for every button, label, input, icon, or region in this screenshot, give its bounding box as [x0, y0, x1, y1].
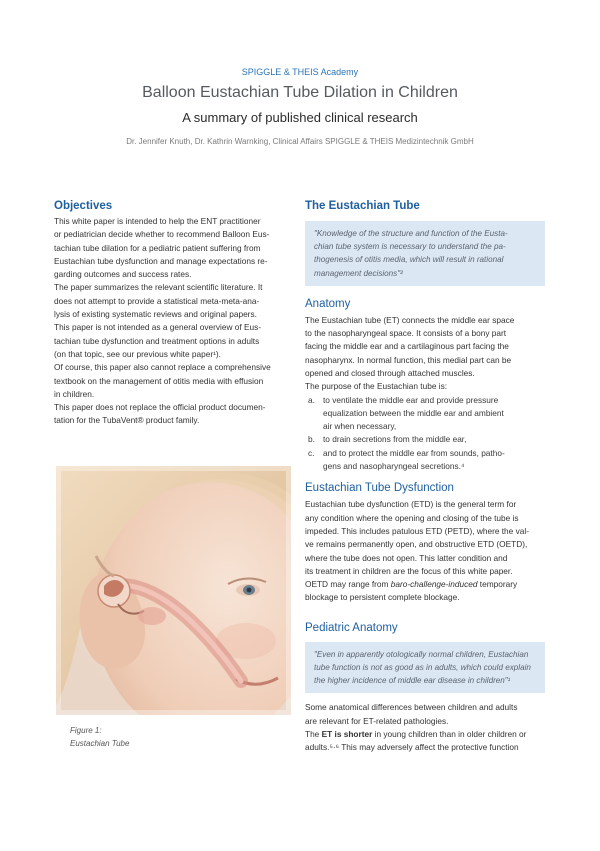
pediatric-anatomy-heading: Pediatric Anatomy: [305, 621, 398, 634]
etd-line: [305, 578, 545, 591]
list-item: [305, 447, 545, 474]
quote-line: "Even in apparently otologically normal children, Eustachian: [314, 649, 529, 659]
anatomy-line: The Eustachian tube (ET) connects the middle ear space: [305, 314, 515, 325]
objectives-line: (on that topic, see our previous white paper¹).: [54, 348, 221, 359]
quote-line: thogenesis of otitis media, which will result in rational: [314, 255, 504, 265]
document-subtitle: A summary of published clinical research: [182, 110, 418, 125]
anatomy-line: The purpose of the Eustachian tube is:: [305, 381, 448, 392]
objectives-line: This paper does not replace the official product documen-: [54, 402, 266, 413]
list-line: air when necessary,: [323, 421, 397, 432]
list-line: and to protect the middle ear from sounds, patho-: [323, 447, 505, 458]
list-item-text: [323, 394, 545, 434]
list-line: gens and nasopharyngeal secretions.⁴: [323, 461, 465, 472]
figure-image: [56, 466, 291, 715]
pediatric-line: adults.⁵·⁶ This may adversely affect the protective function: [305, 742, 519, 753]
objectives-line: garding outcomes and success rates.: [54, 269, 192, 280]
pediatric-text: [305, 701, 545, 754]
etd-line: blockage to persistent complete blockage.: [305, 592, 460, 603]
list-marker: b.: [308, 434, 315, 445]
anatomy-text: [305, 314, 545, 394]
anatomy-line: opened and closed through attached muscles.: [305, 368, 475, 378]
objectives-line: tation for the TubaVent® product family.: [54, 415, 200, 426]
etd-line: its treatment in children are the focus of this white paper.: [305, 565, 513, 576]
eustachian-tube-heading: The Eustachian Tube: [305, 200, 420, 212]
list-item-text: [323, 447, 545, 474]
figure-caption: [70, 724, 129, 750]
objectives-line: in children.: [54, 388, 95, 399]
right-column: [305, 200, 545, 755]
quote-line: tube function is not as good as in adults, which could explain: [314, 662, 531, 672]
quote-line: the higher incidence of middle ear disease in children"¹: [314, 676, 511, 686]
etd-text: [305, 498, 545, 604]
list-marker: a.: [308, 394, 315, 405]
pediatric-text-pre: The: [305, 728, 322, 739]
objectives-line: The paper summarizes the relevant scientific literature. It: [54, 282, 263, 293]
etd-line: Eustachian tube dysfunction (ETD) is the general term for: [305, 499, 517, 510]
anatomy-line: facing the middle ear and a cartilaginous part facing the: [305, 341, 509, 352]
list-item-text: [323, 433, 545, 446]
pediatric-text-post: in young children than in older children or: [372, 728, 527, 739]
list-item: [305, 394, 545, 434]
anatomy-line: to the nasopharyngeal space. It consists of a bony part: [305, 328, 507, 339]
pediatric-line: Some anatomical differences between children and adults: [305, 702, 518, 713]
etd-line: where the tube does not open. This latter condition and: [305, 552, 508, 563]
pediatric-emphasis: ET is shorter: [321, 728, 373, 739]
quote-line: management decisions"²: [314, 268, 403, 278]
academy-label: SPIGGLE & THEIS Academy: [241, 67, 359, 77]
left-column: [54, 200, 294, 428]
objectives-line: Eustachian tube dysfunction and manage expectations re-: [54, 255, 268, 266]
objectives-heading: Objectives: [54, 200, 113, 212]
figure-label: Figure 1:: [70, 726, 102, 735]
etd-text-post: temporary: [477, 579, 518, 590]
document-title: Balloon Eustachian Tube Dilation in Children: [142, 84, 458, 101]
list-marker: c.: [308, 447, 315, 458]
quote-line: "Knowledge of the structure and function of the Eusta-: [314, 229, 508, 238]
objectives-line: does not attempt to provide a statistical meta-meta-ana-: [54, 295, 260, 306]
child-ear-anatomy-illustration: [56, 466, 291, 715]
objectives-text: [54, 215, 294, 428]
pediatric-quote: [305, 642, 545, 694]
purpose-list: [305, 394, 545, 474]
etd-heading: Eustachian Tube Dysfunction: [305, 482, 454, 495]
list-line: equalization between the middle ear and ambient: [323, 407, 504, 418]
pediatric-line: are relevant for ET-related pathologies.: [305, 715, 449, 726]
objectives-line: This paper is not intended as a general overview of Eus-: [54, 322, 262, 333]
authors-line: Dr. Jennifer Knuth, Dr. Kathrin Warnking, Clinical Affairs SPIGGLE & THEIS Medizintechnik GmbH: [126, 137, 474, 146]
etd-line: any condition where the opening and closing of the tube is: [305, 512, 519, 523]
list-item: [305, 433, 545, 446]
anatomy-heading: Anatomy: [305, 297, 351, 310]
list-line: to drain secretions from the middle ear,: [323, 434, 467, 445]
objectives-line: This white paper is intended to help the ENT practitioner: [54, 216, 261, 226]
etd-line: impeded. This includes patulous ETD (PETD), where the val-: [305, 525, 529, 536]
eustachian-tube-quote: [305, 221, 545, 286]
list-line: to ventilate the middle ear and provide pressure: [323, 394, 499, 405]
figure-caption-text: Eustachian Tube: [70, 739, 130, 748]
objectives-line: or pediatrician decide whether to recommend Balloon Eus-: [54, 229, 270, 240]
etd-emphasis: baro-challenge-induced: [390, 579, 478, 590]
pediatric-line: [305, 728, 545, 741]
anatomy-line: nasopharynx. In normal function, this medial part can be: [305, 354, 512, 365]
objectives-line: tachian tube dysfunction and treatment options in adults: [54, 335, 260, 346]
etd-text-pre: OETD may range from: [305, 579, 391, 590]
quote-line: chian tube system is necessary to understand the pa-: [314, 242, 506, 252]
etd-line: ve remains permanently open, and obstructive ETD (OETD),: [305, 539, 528, 550]
objectives-line: lysis of existing systematic reviews and original papers.: [54, 309, 257, 320]
objectives-line: Of course, this paper also cannot replace a comprehensive: [54, 362, 271, 373]
objectives-line: tachian tube dilation for a pediatric patient suffering from: [54, 242, 261, 253]
objectives-line: textbook on the management of otitis media with effusion: [54, 375, 264, 386]
